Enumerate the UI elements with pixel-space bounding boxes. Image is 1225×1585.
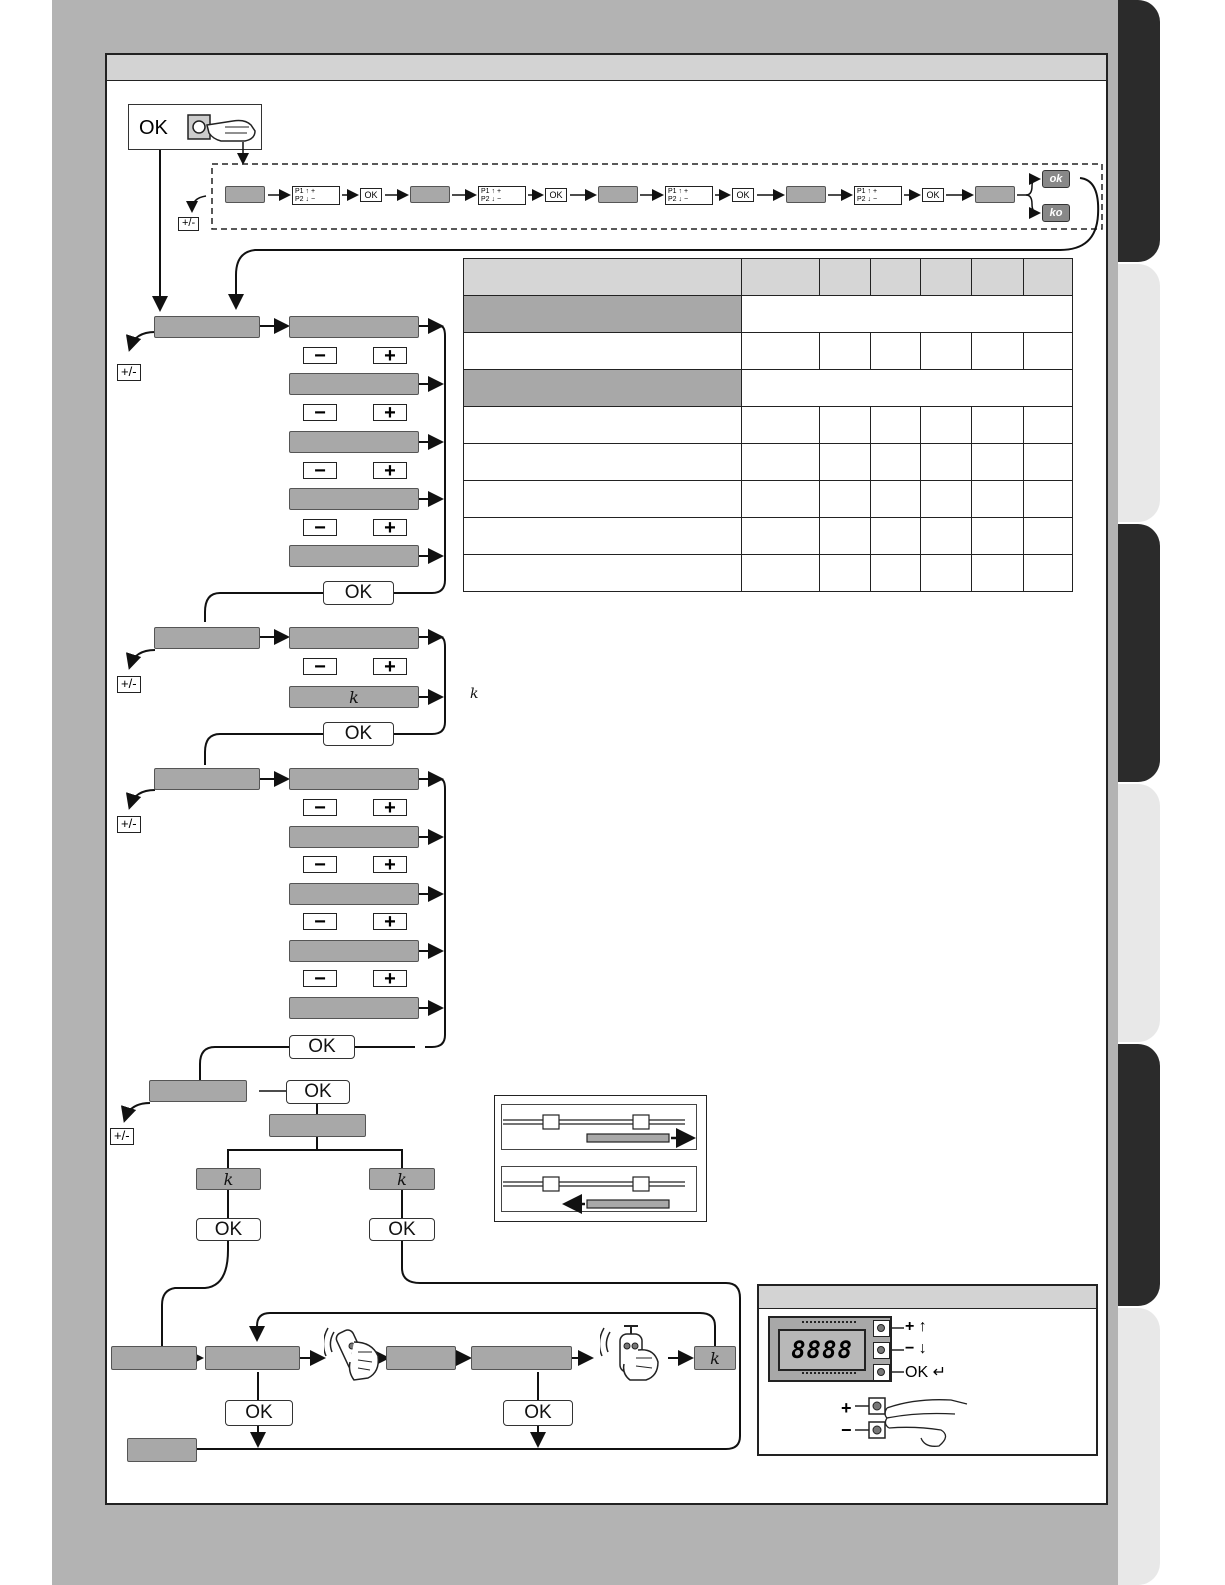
menu-3-option-3[interactable] bbox=[289, 883, 419, 905]
sequence-display-1 bbox=[225, 186, 265, 203]
menu-2-plus-minus-key[interactable]: +/- bbox=[117, 676, 141, 693]
menu-1-option-3[interactable] bbox=[289, 431, 419, 453]
sequence-ok-2: OK bbox=[545, 188, 567, 202]
menu-2-title-box[interactable] bbox=[154, 627, 260, 649]
section-tab-6[interactable] bbox=[1118, 1308, 1160, 1585]
table-header-cell bbox=[870, 259, 921, 296]
menu-1-option-4[interactable] bbox=[289, 488, 419, 510]
minus-button[interactable]: − bbox=[303, 347, 337, 364]
menu-1-option-5[interactable] bbox=[289, 545, 419, 567]
table-row bbox=[464, 518, 1073, 555]
table-merged-cell bbox=[742, 296, 1073, 333]
table-row bbox=[464, 555, 1073, 592]
plus-button[interactable]: + bbox=[373, 347, 407, 364]
status-ok-tag: ok bbox=[1042, 170, 1070, 188]
menu-4-title-box[interactable] bbox=[149, 1080, 247, 1102]
menu-1-ok-button[interactable]: OK bbox=[323, 581, 394, 605]
specification-table bbox=[463, 258, 1073, 592]
sequence-ok-3: OK bbox=[732, 188, 754, 202]
sequence-display-2 bbox=[410, 186, 450, 203]
sequence-ok-4: OK bbox=[922, 188, 944, 202]
status-ko-tag: ko bbox=[1042, 204, 1070, 222]
table-row bbox=[464, 407, 1073, 444]
ok-enter-label: OK ↵ bbox=[905, 1364, 946, 1381]
minus-button[interactable]: − bbox=[303, 799, 337, 816]
minus-button[interactable]: − bbox=[303, 970, 337, 987]
minus-button[interactable]: − bbox=[303, 462, 337, 479]
k-note-glyph: k bbox=[470, 686, 479, 702]
table-row bbox=[464, 481, 1073, 518]
gate-movement-icon bbox=[495, 1096, 708, 1223]
menu-1-title-box[interactable] bbox=[154, 316, 260, 338]
minus-button[interactable]: − bbox=[303, 658, 337, 675]
minus-button[interactable]: − bbox=[303, 519, 337, 536]
plus-button[interactable]: + bbox=[373, 404, 407, 421]
learn-start-box[interactable] bbox=[111, 1346, 197, 1370]
entry-ok-label: OK bbox=[139, 117, 168, 139]
menu-3-plus-minus-key[interactable]: +/- bbox=[117, 816, 141, 833]
sequence-ok-1: OK bbox=[360, 188, 382, 202]
table-merged-cell bbox=[742, 370, 1073, 407]
remote-press-icon[interactable] bbox=[324, 1322, 384, 1384]
section-tab-2[interactable] bbox=[1118, 264, 1160, 522]
plus-up-label: + ↑ bbox=[905, 1318, 927, 1335]
menu-3-option-5[interactable] bbox=[289, 997, 419, 1019]
learn-step-3-box[interactable] bbox=[471, 1346, 572, 1370]
branch-left-box[interactable]: k bbox=[196, 1168, 261, 1190]
plus-button[interactable]: + bbox=[373, 462, 407, 479]
plus-button[interactable]: + bbox=[373, 913, 407, 930]
menu-2-option-1[interactable] bbox=[289, 627, 419, 649]
minus-hardware-button[interactable] bbox=[873, 1342, 890, 1359]
section-tab-3[interactable] bbox=[1118, 524, 1160, 782]
page-margin-left bbox=[0, 0, 52, 1585]
sequence-key-2: P1 ↑ + P2 ↓ − bbox=[478, 186, 526, 205]
learn-step-1-ok-button[interactable]: OK bbox=[225, 1400, 293, 1426]
sequence-key-4: P1 ↑ + P2 ↓ − bbox=[854, 186, 902, 205]
menu-1-option-1[interactable] bbox=[289, 316, 419, 338]
plus-button[interactable]: + bbox=[373, 799, 407, 816]
learn-step-2-box[interactable] bbox=[386, 1346, 456, 1370]
table-header-cell bbox=[971, 259, 1023, 296]
plus-hardware-button[interactable] bbox=[873, 1320, 890, 1337]
table-row bbox=[464, 333, 1073, 370]
minus-down-label: − ↓ bbox=[905, 1340, 927, 1357]
menu-3-ok-button[interactable]: OK bbox=[289, 1035, 355, 1059]
branch-right-ok-button[interactable]: OK bbox=[369, 1218, 435, 1241]
table-header-cell bbox=[1024, 259, 1073, 296]
learn-result-box[interactable]: k bbox=[694, 1346, 736, 1370]
sequence-display-3 bbox=[598, 186, 638, 203]
section-tab-4[interactable] bbox=[1118, 784, 1160, 1042]
lcd-dots-top bbox=[802, 1321, 856, 1324]
learn-step-3-ok-button[interactable]: OK bbox=[503, 1400, 573, 1426]
menu-1-option-2[interactable] bbox=[289, 373, 419, 395]
direction-diagram bbox=[494, 1095, 707, 1222]
menu-3-option-2[interactable] bbox=[289, 826, 419, 848]
menu-1-plus-minus-key[interactable]: +/- bbox=[117, 364, 141, 381]
menu-3-option-4[interactable] bbox=[289, 940, 419, 962]
table-row bbox=[464, 444, 1073, 481]
table-section-cell bbox=[464, 370, 742, 407]
table-section-cell bbox=[464, 296, 742, 333]
branch-left-ok-button[interactable]: OK bbox=[196, 1218, 261, 1241]
menu-3-option-1[interactable] bbox=[289, 768, 419, 790]
sequence-key-1: P1 ↑ + P2 ↓ − bbox=[292, 186, 340, 205]
menu-3-title-box[interactable] bbox=[154, 768, 260, 790]
menu-2-ok-button[interactable]: OK bbox=[323, 722, 394, 746]
hand-minus-label: − bbox=[841, 1420, 852, 1440]
learn-exit-box[interactable] bbox=[127, 1438, 197, 1462]
table-header-cell bbox=[742, 259, 820, 296]
table-header-cell bbox=[464, 259, 742, 296]
control-panel-legend bbox=[757, 1284, 1098, 1456]
plus-button[interactable]: + bbox=[373, 658, 407, 675]
minus-button[interactable]: − bbox=[303, 856, 337, 873]
menu-4-plus-minus-key[interactable]: +/- bbox=[110, 1128, 134, 1145]
table-header-cell bbox=[921, 259, 972, 296]
sequence-display-4 bbox=[786, 186, 826, 203]
page-header-bar bbox=[105, 53, 1108, 81]
minus-button[interactable]: − bbox=[303, 404, 337, 421]
menu-4-sub-box[interactable] bbox=[269, 1114, 366, 1137]
branch-right-box[interactable]: k bbox=[369, 1168, 435, 1190]
control-panel-header bbox=[759, 1286, 1096, 1309]
menu-2-option-2[interactable]: k bbox=[289, 686, 419, 708]
plus-button[interactable]: + bbox=[373, 970, 407, 987]
lcd-dots-bottom bbox=[802, 1372, 856, 1375]
sequence-display-5 bbox=[975, 186, 1015, 203]
button-press-hand-icon[interactable] bbox=[185, 109, 259, 147]
hand-plus-label: + bbox=[841, 1398, 852, 1418]
section-tab-5[interactable] bbox=[1118, 1044, 1160, 1306]
sequence-key-3: P1 ↑ + P2 ↓ − bbox=[665, 186, 713, 205]
minus-button[interactable]: − bbox=[303, 913, 337, 930]
two-button-press-hand-icon bbox=[855, 1396, 971, 1450]
remote-learn-icon[interactable] bbox=[600, 1320, 662, 1384]
learn-step-1-box[interactable] bbox=[205, 1346, 300, 1370]
menu-4-ok-button[interactable]: OK bbox=[286, 1080, 350, 1104]
plus-button[interactable]: + bbox=[373, 856, 407, 873]
table-header-cell bbox=[820, 259, 871, 296]
sequence-plus-minus-key[interactable]: +/- bbox=[178, 217, 199, 231]
entry-box bbox=[128, 104, 262, 150]
plus-button[interactable]: + bbox=[373, 519, 407, 536]
section-tab-1[interactable] bbox=[1118, 0, 1160, 262]
lcd-digits: 8888 bbox=[778, 1329, 866, 1371]
ok-hardware-button[interactable] bbox=[873, 1364, 890, 1381]
